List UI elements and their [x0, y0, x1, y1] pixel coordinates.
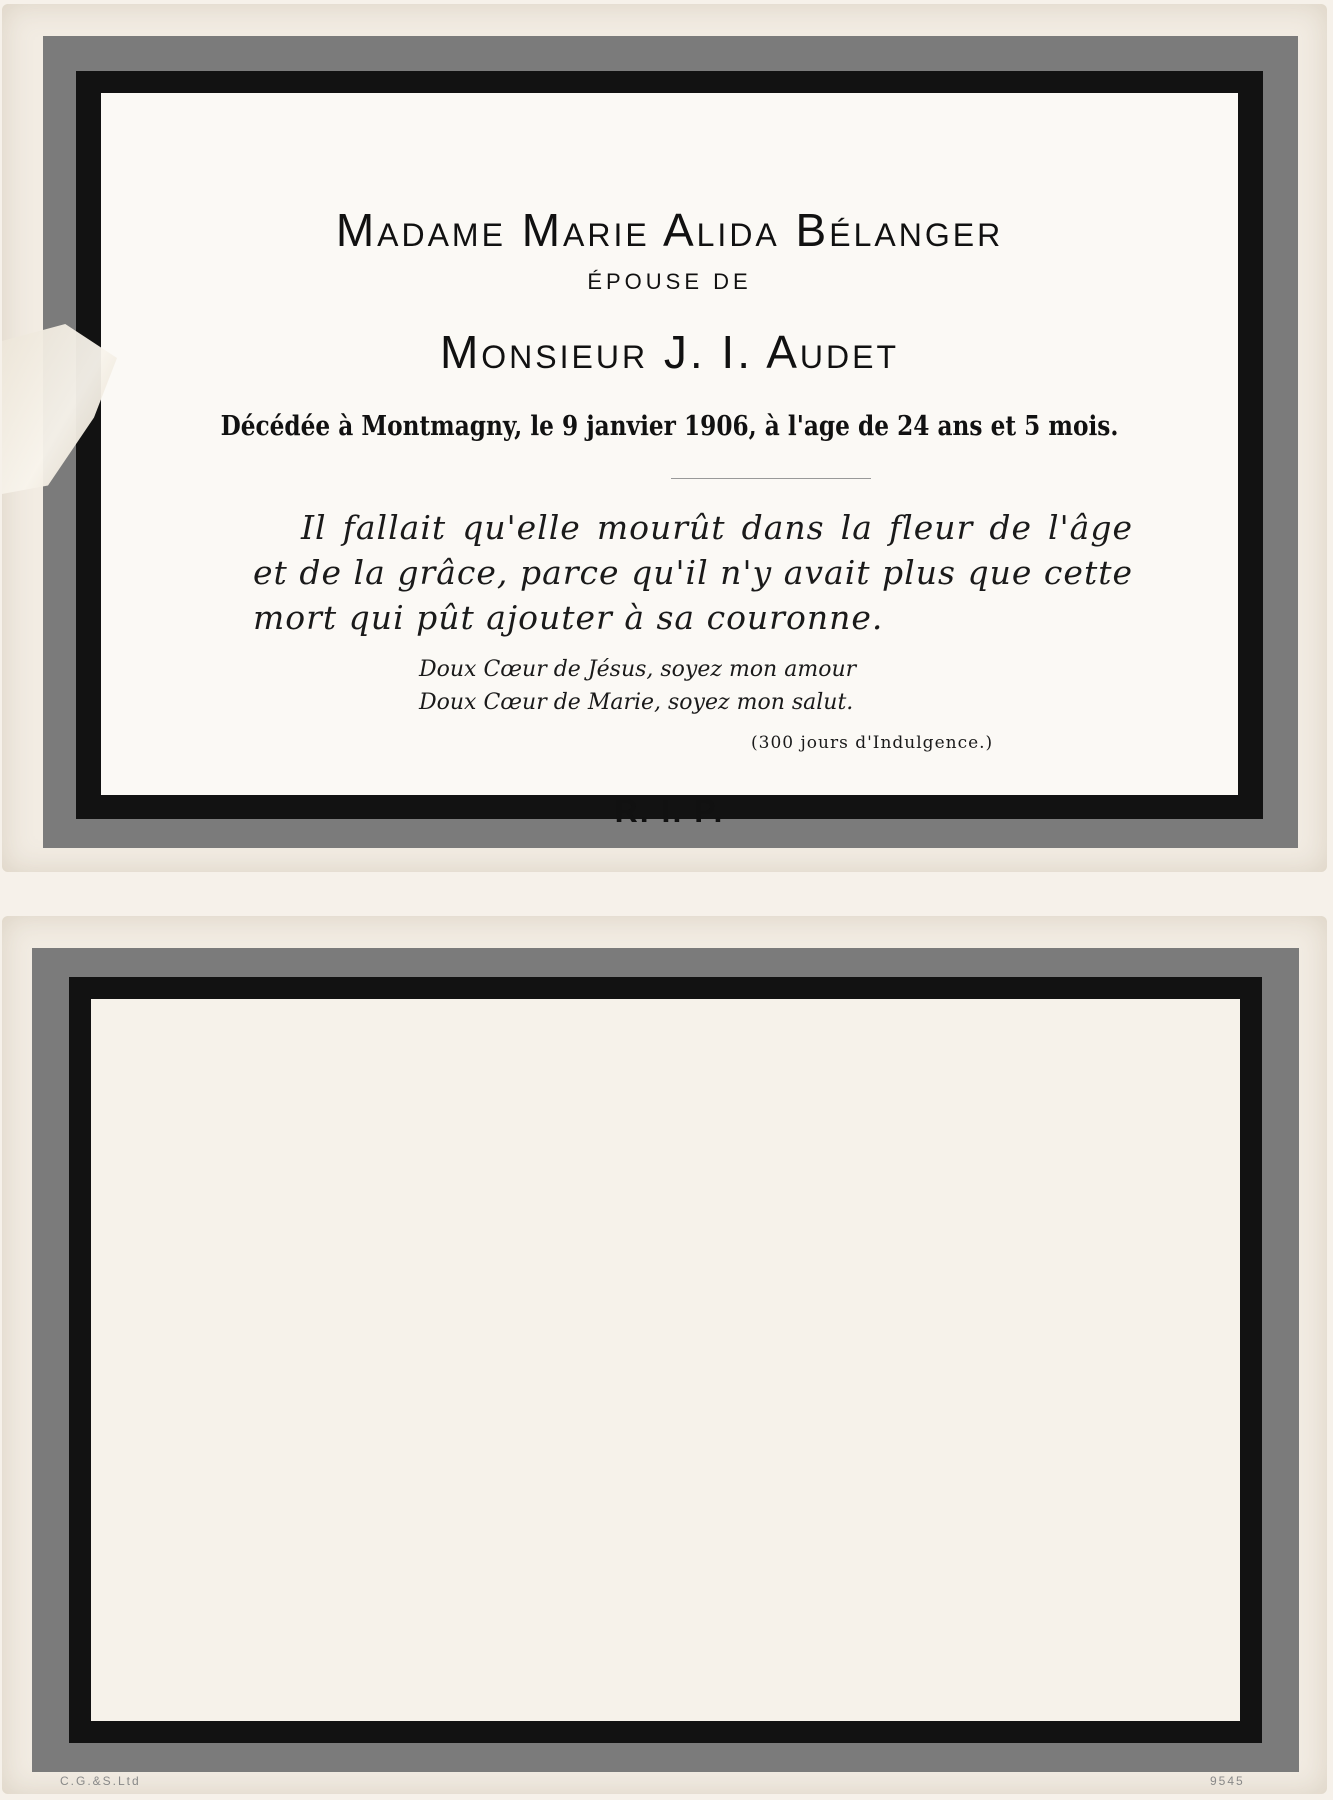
spouse-name: Monsieur J. I. Audet: [439, 326, 900, 378]
spouse-label: ÉPOUSE DE: [587, 269, 752, 294]
blank-back-area: [91, 999, 1240, 1721]
divider: [671, 478, 871, 479]
prayer-line-2: Doux Cœur de Marie, soyez mon salut.: [419, 690, 854, 715]
gray-border: [43, 36, 1298, 848]
gray-border: [32, 948, 1299, 1772]
deceased-name: Madame Marie Alida Bélanger: [335, 204, 1004, 256]
black-border: [69, 977, 1262, 1743]
black-border: [76, 71, 1263, 829]
rip-text: R. I. P.: [614, 793, 725, 829]
death-details: Décédée à Montmagny, le 9 janvier 1906, à l'age de 24 ans et 5 mois.: [220, 411, 1119, 442]
printer-mark: C.G.&S.Ltd: [60, 1774, 141, 1788]
indulgence-note: (300 jours d'Indulgence.): [751, 733, 994, 753]
prayer-line-1: Doux Cœur de Jésus, soyez mon amour: [419, 657, 857, 682]
catalog-number: 9545: [1210, 1774, 1245, 1788]
card-text-area: [101, 93, 1238, 829]
memorial-card-back: [2, 916, 1327, 1794]
memorial-quote: Il fallait qu'elle mourût dans la fleur de l'âge et de la grâce, parce qu'il n'y avait plus que cette mort qui pût ajouter à sa couronne.: [253, 508, 1133, 637]
prayer: [419, 653, 1019, 719]
memorial-card-front: [2, 4, 1327, 872]
